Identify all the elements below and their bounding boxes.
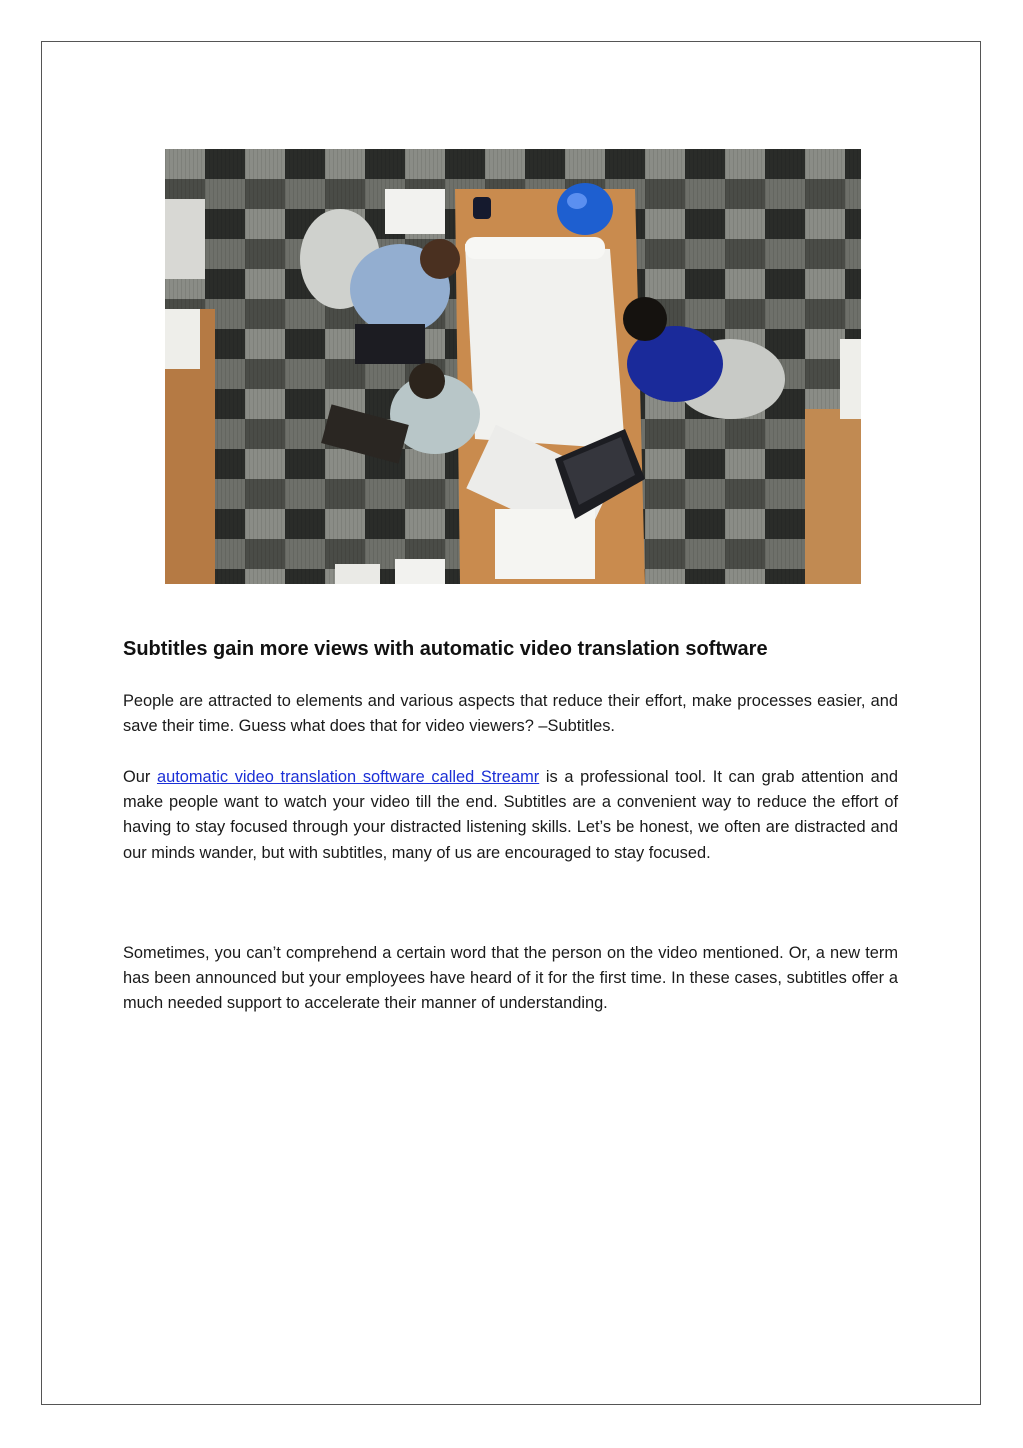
streamr-link[interactable]: automatic video translation software called Streamr <box>156 768 540 786</box>
photo-illustration <box>165 149 861 584</box>
paragraph-2 <box>123 765 898 866</box>
paragraph-2-lead: Our <box>123 768 157 786</box>
article-heading: Subtitles gain more views with automatic video translation software <box>123 638 768 660</box>
paragraph-2-rest: is a professional tool. It can grab attention and make people want to watch your video till the end. Subtitles are a convenient way to reduce the effort of having to stay focused through your distracted listening skills. Let’s be honest, we often are distracted and our minds wander, but with subtitles, many of us are encouraged to stay focused. <box>123 768 898 862</box>
paragraph-1: People are attracted to elements and various aspects that reduce their effort, make processes easier, and save their time. Guess what does that for video viewers? –Subtitles. <box>123 692 898 736</box>
paragraph-3: Sometimes, you can’t comprehend a certain word that the person on the video mentioned. Or, a new term has been announced but your employees have heard of it for the first time. In these cases, subtitles offer a much needed support to accelerate their manner of understanding. <box>123 944 898 1013</box>
office-meeting-photo <box>165 149 861 584</box>
